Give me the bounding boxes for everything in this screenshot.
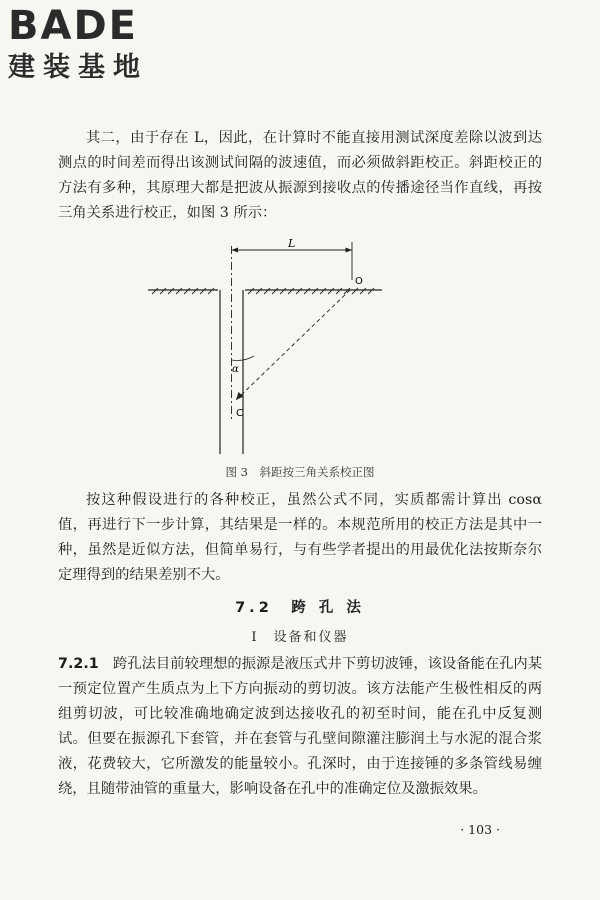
clause-text: 跨孔法目前较理想的振源是液压式井下剪切波锤，该设备能在孔内某一预定位置产生质点为上下方向振动的剪切波。该方法能产生极性相反的两组剪切波，可比较准确地确定波到达接收孔的初至时间，能在孔中反复测试。但要在振源孔下套管，并在套管与孔壁间隙灌注膨润土与水泥的混合浆液，花费较大，它所激发的能量较小。孔深时，由于连接锤的多条管线易缠绕，且随带油管的重量大，影响设备在孔中的准确定位及激振效果。 xyxy=(58,656,543,797)
paragraph-slant-correction: 其二，由于存在 L，因此，在计算时不能直接用测试深度差除以波到达测点的时间差而得出该测试间隔的波速值，而必须做斜距校正。斜距校正的方法有多种，其原理大都是把波从振源到接收点的传播途径当作直线，再按三角关系进行校正，如图 3 所示： xyxy=(58,130,542,221)
logo-brand-text: BADE xyxy=(8,3,138,49)
label-C: C xyxy=(236,408,243,419)
logo-tagline: 建装基地 xyxy=(8,52,148,83)
section-title: 7.2 跨 孔 法 xyxy=(235,600,365,616)
brand-logo xyxy=(8,4,178,96)
label-L: L xyxy=(288,237,296,250)
clause-number: 7.2.1 xyxy=(58,656,99,672)
ground-hatch-left xyxy=(152,288,214,294)
ground-hatch-right xyxy=(248,288,374,294)
label-alpha: α xyxy=(232,364,239,375)
subsection-title: Ⅰ 设备和仪器 xyxy=(251,630,349,645)
figure-caption: 图 3 斜距按三角关系校正图 xyxy=(225,465,375,479)
slant-path xyxy=(236,290,350,400)
label-O: O xyxy=(355,276,363,287)
page-number: · 103 · xyxy=(460,822,500,837)
paragraph-correction-methods: 按这种假设进行的各种校正，虽然公式不同，实质都需计算出 cosα 值，再进行下一步计算，其结果是一样的。本规范所用的校正方法是其中一种，虽然是近似方法，但简单易行，与有些学者提出的用最优化法按斯奈尔定理得到的结果差别不大。 xyxy=(58,492,542,583)
figure-3-diagram xyxy=(140,232,390,460)
paragraph-7-2-1 xyxy=(58,652,542,802)
